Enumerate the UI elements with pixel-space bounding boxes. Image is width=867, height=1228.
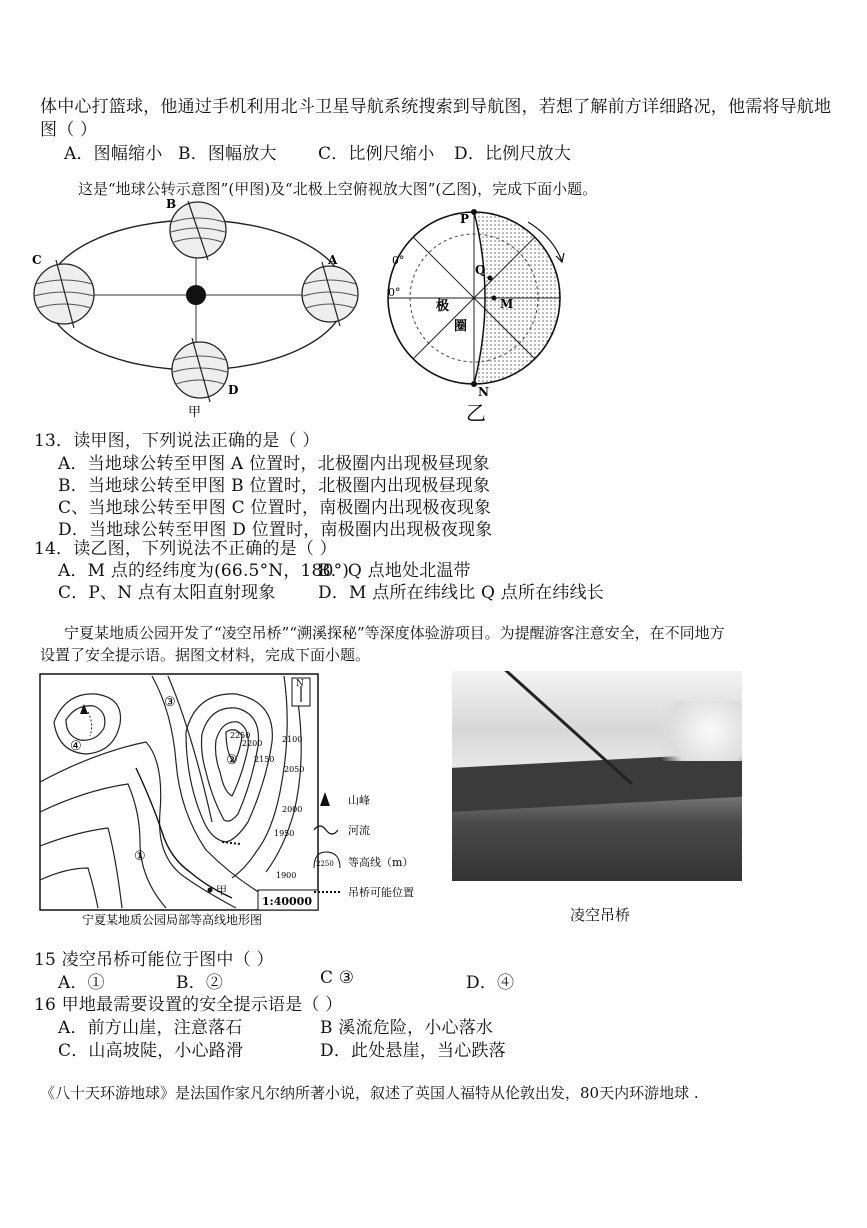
contour-1950: 1950 [274, 829, 295, 838]
q13-option-b: B．当地球公转至甲图 B 位置时，北极圈内出现极昼现象 [58, 476, 491, 496]
q15-stem: 15 凌空吊桥可能位于图中（ ） [34, 950, 274, 970]
intro-line-1: 体中心打篮球，他通过手机利用北斗卫星导航系统搜索到导航图，若想了解前方详细路况，他需将导航地 [40, 97, 832, 117]
label-0deg-2: 0° [388, 286, 401, 299]
contour-1900: 1900 [276, 871, 297, 880]
label-quan: 圈 [454, 319, 468, 334]
q15-option-c: C ③ [320, 968, 355, 988]
earth-orbit-figure [28, 198, 368, 420]
polar-view-figure [378, 200, 578, 425]
q13-option-a: A．当地球公转至甲图 A 位置时，北极圈内出现极昼现象 [58, 454, 490, 474]
marker-3: ③ [164, 695, 176, 710]
map-caption: 宁夏某地质公园局部等高线地形图 [82, 913, 263, 927]
label-m: M [500, 297, 514, 311]
marker-4: ④ [70, 739, 82, 754]
figure-yi-caption: 乙 [466, 401, 486, 425]
section2-line-1: 宁夏某地质公园开发了“凌空吊桥”“溯溪探秘”等深度体验游项目。为提醒游客注意安全，在不同地方 [64, 624, 725, 642]
photo-caption: 凌空吊桥 [570, 906, 631, 924]
label-0deg-1: 0° [392, 254, 405, 267]
label-n: N [478, 385, 489, 399]
intro-line-2: 图（ ） [40, 120, 98, 140]
label-p: P [460, 212, 470, 226]
q16-option-a: A．前方山崖，注意落石 [58, 1018, 243, 1038]
legend-contour-sample: 2250 [316, 860, 334, 868]
location-jia: 甲 [216, 884, 227, 897]
q16-option-b: B 溪流危险，小心落水 [320, 1018, 494, 1038]
contour-2150: 2150 [254, 755, 275, 764]
earth-d-icon [172, 338, 228, 402]
legend-bridge: 吊桥可能位置 [348, 886, 414, 899]
legend-river: 河流 [348, 824, 370, 837]
q14-option-c: C．P、N 点有太阳直射现象 [58, 583, 276, 603]
peak-icon [320, 792, 330, 806]
q16-stem: 16 甲地最需要设置的安全提示语是（ ） [34, 995, 343, 1015]
label-c: C [32, 253, 42, 267]
legend-peak: 山峰 [348, 794, 370, 807]
section1-prompt: 这是“地球公转示意图”(甲图)及“北极上空俯视放大图”(乙图)，完成下面小题。 [78, 180, 598, 198]
map-legend [312, 784, 452, 914]
q14-stem: 14．读乙图，下列说法不正确的是（ ） [34, 539, 337, 559]
map-scale: 1:40000 [262, 895, 312, 908]
bridge-photo [452, 671, 742, 881]
figure-jia-caption: 甲 [188, 405, 202, 420]
earth-c-icon [34, 260, 94, 328]
legend-contour: 等高线（m） [348, 856, 414, 869]
q14-option-b: B．Q 点地处北温带 [318, 561, 471, 581]
q16-option-d: D．此处悬崖，当心跌落 [320, 1041, 506, 1061]
contour-2250: 2250 [230, 731, 251, 740]
q15-option-a: A．① [58, 973, 105, 993]
marker-1: ① [134, 849, 146, 864]
sun-icon [186, 285, 206, 305]
q16-option-c: C．山高坡陡，小心路滑 [58, 1041, 244, 1061]
contour-2050: 2050 [284, 765, 305, 774]
q13-option-d: D．当地球公转至甲图 D 位置时，南极圈内出现极夜现象 [58, 520, 493, 540]
q13-stem: 13．读甲图，下列说法正确的是（ ） [34, 431, 320, 451]
intro-option-b: B．图幅放大 [178, 144, 277, 164]
q14-option-a: A．M 点的经纬度为(66.5°N，180°) [58, 561, 350, 581]
q15-option-d: D．④ [466, 973, 515, 993]
label-b: B [166, 198, 177, 211]
label-d: D [228, 383, 239, 397]
contour-2100: 2100 [282, 735, 303, 744]
contour-map-figure [36, 672, 322, 934]
contour-2200: 2200 [242, 739, 263, 748]
contour-2000: 2000 [282, 805, 303, 814]
intro-option-d: D．比例尺放大 [454, 144, 572, 164]
river-icon [314, 826, 338, 834]
earth-a-icon [302, 262, 358, 326]
label-q: Q [475, 263, 486, 277]
intro-option-a: A．图幅缩小 [64, 144, 163, 164]
marker-2: ② [226, 753, 238, 768]
north-label: N [296, 679, 304, 689]
section2-line-2: 设置了安全提示语。据图文材料，完成下面小题。 [40, 646, 371, 664]
intro-option-c: C．比例尺缩小 [318, 144, 435, 164]
label-ji: 极 [436, 299, 450, 314]
q13-option-c: C、当地球公转至甲图 C 位置时，南极圈内出现极夜现象 [58, 498, 492, 518]
earth-b-icon [170, 201, 226, 260]
label-a: A [328, 253, 338, 267]
next-passage-line: 《八十天环游地球》是法国作家凡尔纳所著小说，叙述了英国人福特从伦敦出发，80天内环游地球 . [40, 1084, 699, 1102]
q15-option-b: B．② [176, 973, 224, 993]
q14-option-d: D．M 点所在纬线比 Q 点所在纬线长 [318, 583, 604, 603]
